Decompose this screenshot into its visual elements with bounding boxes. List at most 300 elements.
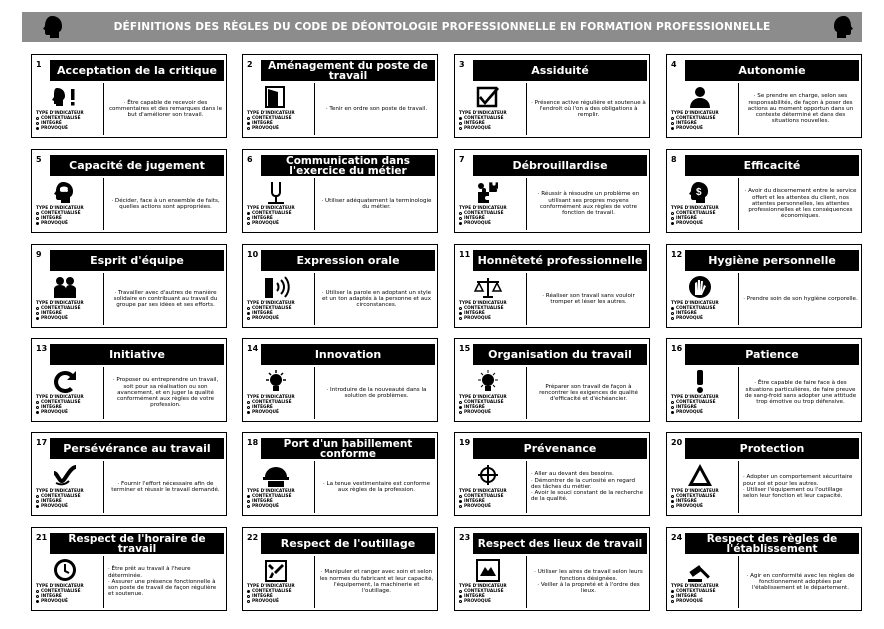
rule-title: Expression orale (261, 250, 435, 271)
indicator-option-label: INTÉGRÉ (676, 594, 697, 599)
indicator-type (247, 489, 315, 509)
indicator-label: TYPE D'INDICATEUR (247, 489, 295, 494)
indicator-label: TYPE D'INDICATEUR (36, 395, 84, 400)
rule-title: Honnêteté professionnelle (473, 250, 647, 271)
hands-icon (684, 274, 716, 300)
radio-empty-icon (671, 406, 674, 409)
hands-house-icon (472, 557, 504, 583)
radio-empty-icon (247, 222, 250, 225)
indicator-option (247, 221, 315, 226)
radio-empty-icon (247, 401, 250, 404)
rule-number: 24 (671, 533, 683, 542)
indicator-option (671, 504, 739, 509)
indicator-option-label: INTÉGRÉ (41, 594, 62, 599)
indicator-option-label: INTÉGRÉ (464, 121, 485, 126)
rule-description (314, 367, 434, 419)
indicator-label: TYPE D'INDICATEUR (36, 111, 84, 116)
rule-description-text: · Réussir à résoudre un problème en utilisant ses propres moyens conformément aux règles de votre fonction de travail. (537, 191, 640, 217)
indicator-option (459, 599, 527, 604)
radio-empty-icon (459, 401, 462, 404)
indicator-option-label: INTÉGRÉ (676, 216, 697, 221)
indicator-option (247, 504, 315, 509)
radio-selected-icon (671, 307, 674, 310)
head-profile-icon (38, 13, 66, 41)
indicator-type (459, 111, 527, 131)
indicator-option-label: CONTEXTUALISÉ (41, 400, 81, 405)
indicator-option-label: INTÉGRÉ (41, 216, 62, 221)
rule-description (526, 461, 646, 513)
radio-selected-icon (247, 411, 250, 414)
indicator-label: TYPE D'INDICATEUR (247, 206, 295, 211)
indicator-option-label: CONTEXTUALISÉ (464, 494, 504, 499)
radio-selected-icon (247, 122, 250, 125)
rule-card (31, 54, 227, 138)
radio-empty-icon (671, 117, 674, 120)
indicator-option-label: CONTEXTUALISÉ (252, 494, 292, 499)
rule-card (454, 432, 650, 516)
exclamation-icon (684, 368, 716, 394)
indicator-option-label: PROVOQUÉ (252, 221, 279, 226)
rule-number: 21 (36, 533, 48, 542)
rule-title: Efficacité (685, 155, 859, 176)
radio-selected-icon (36, 505, 39, 508)
indicator-option (36, 316, 104, 321)
rule-card (666, 54, 862, 138)
rule-number: 5 (36, 155, 42, 164)
indicator-option-label: CONTEXTUALISÉ (464, 211, 504, 216)
indicator-type (671, 301, 739, 321)
indicator-label: TYPE D'INDICATEUR (671, 395, 719, 400)
rule-card (454, 54, 650, 138)
radio-empty-icon (36, 406, 39, 409)
indicator-option-label: INTÉGRÉ (252, 121, 273, 126)
indicator-type (459, 395, 527, 415)
rule-title: Prévenance (473, 438, 647, 459)
radio-empty-icon (671, 217, 674, 220)
indicator-option-label: INTÉGRÉ (676, 311, 697, 316)
radio-selected-icon (459, 117, 462, 120)
indicator-option-label: CONTEXTUALISÉ (676, 589, 716, 594)
indicator-option (459, 504, 527, 509)
rule-title: Esprit d'équipe (50, 250, 224, 271)
rule-title: Aménagement du poste de travail (261, 60, 435, 81)
rule-card (454, 338, 650, 422)
rule-number: 16 (671, 344, 683, 353)
indicator-type (247, 395, 315, 415)
indicator-option-label: INTÉGRÉ (252, 311, 273, 316)
indicator-type (459, 301, 527, 321)
indicator-option-label: PROVOQUÉ (41, 316, 68, 321)
indicator-option-label: INTÉGRÉ (41, 121, 62, 126)
gavel-icon (684, 557, 716, 583)
radio-empty-icon (36, 401, 39, 404)
indicator-label: TYPE D'INDICATEUR (247, 301, 295, 306)
rule-description-text: · Prendre soin de son hygiène corporelle. (743, 295, 858, 302)
indicator-label: TYPE D'INDICATEUR (459, 584, 507, 589)
rule-description-text: · Se prendre en charge, selon ses responsabilités, de façon à poser des actions au moment opportun dans un contexte déterminé et dans des situations nouvelles. (747, 93, 854, 125)
indicator-option-label: CONTEXTUALISÉ (464, 589, 504, 594)
indicator-option-label: PROVOQUÉ (41, 221, 68, 226)
indicator-option (459, 410, 527, 415)
radio-empty-icon (459, 495, 462, 498)
radio-empty-icon (36, 312, 39, 315)
person-icon (684, 84, 716, 110)
indicator-option-label: PROVOQUÉ (464, 126, 491, 131)
indicator-type (671, 584, 739, 604)
rule-number: 11 (459, 250, 471, 259)
rule-description-text: · Fournir l'effort nécessaire afin de terminer et réussir le travail demandé. (111, 480, 220, 493)
rule-card (454, 149, 650, 233)
indicator-option (671, 221, 739, 226)
rule-card (454, 527, 650, 611)
rule-card (242, 338, 438, 422)
rule-description-text: · Avoir du discernement entre le service offert et les attentes du client, nos attentes personnelles, les attentes professionnelles et les conséquences économiques. (744, 188, 857, 220)
indicator-option-label: PROVOQUÉ (464, 504, 491, 509)
radio-empty-icon (247, 500, 250, 503)
indicator-type (459, 584, 527, 604)
speaking-head-icon (260, 274, 292, 300)
radio-selected-icon (36, 600, 39, 603)
indicator-label: TYPE D'INDICATEUR (671, 206, 719, 211)
indicator-type (36, 395, 104, 415)
rule-description (103, 367, 223, 419)
indicator-option-label: CONTEXTUALISÉ (676, 400, 716, 405)
indicator-option-label: CONTEXTUALISÉ (676, 494, 716, 499)
indicator-option (671, 599, 739, 604)
rule-description-text: · Réaliser son travail sans vouloir tromper et léser les autres. (542, 292, 635, 305)
rule-number: 12 (671, 250, 683, 259)
indicator-label: TYPE D'INDICATEUR (247, 395, 295, 400)
rule-description-text: · Être prêt au travail à l'heure déterminée. · Assurer une présence fonctionnelle à son poste de travail de façon régulière et soutenue. (108, 566, 217, 598)
radio-selected-icon (36, 222, 39, 225)
rule-number: 20 (671, 438, 683, 447)
hard-hat-icon (260, 462, 292, 488)
perseverance-icon (49, 462, 81, 488)
rule-description-text: · Aller au devant des besoins. · Démontrer de la curiosité en regard des tâches du métier. · Avoir le souci constant de la recherche de la qualité. (531, 471, 644, 503)
indicator-option-label: CONTEXTUALISÉ (252, 306, 292, 311)
indicator-option-label: CONTEXTUALISÉ (252, 211, 292, 216)
indicator-option (459, 126, 527, 131)
indicator-option-label: CONTEXTUALISÉ (41, 494, 81, 499)
rule-description-text: · Être capable de faire face à des situations particulières, de faire preuve de sang-froid sans adopter une attitude trop émotive ou trop défensive. (744, 380, 857, 406)
radio-empty-icon (459, 217, 462, 220)
rule-description (526, 83, 646, 135)
indicator-option-label: PROVOQUÉ (676, 599, 703, 604)
indicator-option-label: PROVOQUÉ (464, 410, 491, 415)
rule-description (738, 556, 858, 608)
balance-scale-icon (472, 274, 504, 300)
indicator-option-label: PROVOQUÉ (676, 316, 703, 321)
indicator-option (247, 599, 315, 604)
indicator-type (671, 206, 739, 226)
rule-number: 7 (459, 155, 465, 164)
radio-empty-icon (671, 495, 674, 498)
rule-card (666, 149, 862, 233)
indicator-option-label: INTÉGRÉ (464, 405, 485, 410)
rule-description-text: · Proposer ou entreprendre un travail, soit pour sa réalisation ou son avancement, et en juger la qualité conformément aux règles de votre profession. (112, 377, 219, 409)
rule-description (314, 556, 434, 608)
radio-empty-icon (459, 411, 462, 414)
radio-empty-icon (247, 600, 250, 603)
radio-empty-icon (671, 595, 674, 598)
radio-empty-icon (247, 505, 250, 508)
radio-empty-icon (36, 590, 39, 593)
indicator-option-label: CONTEXTUALISÉ (41, 211, 81, 216)
indicator-label: TYPE D'INDICATEUR (36, 584, 84, 589)
radio-selected-icon (459, 500, 462, 503)
indicator-option-label: PROVOQUÉ (41, 504, 68, 509)
radio-selected-icon (459, 595, 462, 598)
rule-description (738, 178, 858, 230)
rule-card (242, 527, 438, 611)
lightbulb-question-icon (472, 368, 504, 394)
rule-description (314, 83, 434, 135)
rule-number: 2 (247, 60, 253, 69)
radio-selected-icon (459, 312, 462, 315)
radio-selected-icon (459, 406, 462, 409)
rule-description (738, 461, 858, 513)
rule-description (103, 461, 223, 513)
radio-empty-icon (671, 312, 674, 315)
radio-selected-icon (247, 312, 250, 315)
rule-description-text: · Travailler avec d'autres de manière solidaire en contribuant au travail du groupe par ses idées et ses efforts. (113, 289, 218, 309)
indicator-option (36, 221, 104, 226)
indicator-option-label: CONTEXTUALISÉ (464, 400, 504, 405)
radio-empty-icon (459, 307, 462, 310)
head-exclamation-icon (49, 84, 81, 110)
indicator-label: TYPE D'INDICATEUR (36, 301, 84, 306)
rule-number: 9 (36, 250, 42, 259)
indicator-option-label: INTÉGRÉ (464, 594, 485, 599)
indicator-option-label: INTÉGRÉ (464, 216, 485, 221)
indicator-label: TYPE D'INDICATEUR (36, 206, 84, 211)
tools-icon (260, 557, 292, 583)
rule-title: Innovation (261, 344, 435, 365)
rule-card (666, 338, 862, 422)
indicator-option-label: PROVOQUÉ (464, 221, 491, 226)
checkbox-icon (472, 84, 504, 110)
indicator-type (671, 489, 739, 509)
indicator-option (459, 316, 527, 321)
radio-empty-icon (671, 122, 674, 125)
rule-description-text: · Utiliser la parole en adoptant un style et un ton adaptés à la personne et aux circonstances. (321, 289, 432, 309)
indicator-option-label: INTÉGRÉ (464, 311, 485, 316)
indicator-type (247, 301, 315, 321)
indicator-type (459, 206, 527, 226)
team-icon (49, 274, 81, 300)
rule-card (31, 338, 227, 422)
rule-card (31, 149, 227, 233)
rule-title: Autonomie (685, 60, 859, 81)
rule-description (738, 83, 858, 135)
rule-card (31, 244, 227, 328)
rule-title: Communication dans l'exercice du métier (261, 155, 435, 176)
indicator-label: TYPE D'INDICATEUR (671, 489, 719, 494)
indicator-option-label: CONTEXTUALISÉ (41, 306, 81, 311)
rule-title: Protection (685, 438, 859, 459)
indicator-option (36, 126, 104, 131)
radio-empty-icon (459, 212, 462, 215)
indicator-label: TYPE D'INDICATEUR (459, 395, 507, 400)
radio-selected-icon (671, 127, 674, 130)
rule-description-text: · La tenue vestimentaire est conforme aux règles de la profession. (322, 480, 431, 493)
indicator-option-label: CONTEXTUALISÉ (252, 116, 292, 121)
indicator-option-label: PROVOQUÉ (676, 504, 703, 509)
rule-description (738, 273, 858, 325)
puzzle-icon (472, 179, 504, 205)
indicator-option (247, 410, 315, 415)
radio-empty-icon (459, 317, 462, 320)
indicator-option-label: CONTEXTUALISÉ (676, 211, 716, 216)
rule-number: 22 (247, 533, 259, 542)
indicator-option (36, 599, 104, 604)
rule-description (314, 273, 434, 325)
radio-empty-icon (36, 117, 39, 120)
indicator-option-label: INTÉGRÉ (252, 216, 273, 221)
rule-title: Respect de l'horaire de travail (50, 533, 224, 554)
radio-selected-icon (671, 500, 674, 503)
rule-description-text: · Adopter un comportement sécuritaire pour soi et pour les autres. · Utiliser l'équipement ou l'outillage selon leur fonction et leur capacité. (743, 474, 853, 500)
rule-number: 18 (247, 438, 259, 447)
indicator-option-label: CONTEXTUALISÉ (41, 589, 81, 594)
indicator-label: TYPE D'INDICATEUR (247, 111, 295, 116)
radio-selected-icon (459, 222, 462, 225)
rule-title: Assiduité (473, 60, 647, 81)
indicator-option-label: INTÉGRÉ (252, 499, 273, 504)
rule-description (738, 367, 858, 419)
rule-card (242, 54, 438, 138)
rule-description (103, 178, 223, 230)
indicator-option-label: PROVOQUÉ (676, 221, 703, 226)
indicator-label: TYPE D'INDICATEUR (459, 301, 507, 306)
rule-description-text: · Tenir en ordre son poste de travail. (325, 105, 428, 112)
radio-empty-icon (459, 590, 462, 593)
rule-number: 4 (671, 60, 677, 69)
radio-selected-icon (36, 411, 39, 414)
indicator-option-label: PROVOQUÉ (676, 126, 703, 131)
indicator-option (247, 126, 315, 131)
indicator-type (36, 301, 104, 321)
rule-number: 14 (247, 344, 259, 353)
crosshair-icon (472, 462, 504, 488)
indicator-option-label: PROVOQUÉ (41, 599, 68, 604)
rule-number: 17 (36, 438, 48, 447)
indicator-label: TYPE D'INDICATEUR (671, 301, 719, 306)
indicator-type (671, 395, 739, 415)
radio-selected-icon (36, 317, 39, 320)
radio-empty-icon (459, 600, 462, 603)
rule-description-text: · Présence active régulière et soutenue à l'endroit où l'on a des obligations à remplir. (531, 99, 646, 119)
radio-empty-icon (36, 595, 39, 598)
radio-selected-icon (247, 495, 250, 498)
workstation-door-icon (260, 84, 292, 110)
title-banner (22, 12, 862, 42)
rule-description (526, 367, 646, 419)
rule-title: Hygiène personnelle (685, 250, 859, 271)
indicator-label: TYPE D'INDICATEUR (247, 584, 295, 589)
indicator-option-label: PROVOQUÉ (464, 316, 491, 321)
radio-empty-icon (459, 122, 462, 125)
rule-card (666, 432, 862, 516)
indicator-option-label: INTÉGRÉ (676, 499, 697, 504)
radio-empty-icon (36, 495, 39, 498)
rule-title: Port d'un habillement conforme (261, 438, 435, 459)
indicator-option-label: PROVOQUÉ (252, 126, 279, 131)
indicator-option-label: CONTEXTUALISÉ (41, 116, 81, 121)
indicator-option-label: PROVOQUÉ (464, 599, 491, 604)
rule-description-text: Préparer son travail de façon à rencontrer les exigences de qualité d'efficacité et d'échéancier. (539, 383, 638, 403)
clock-icon (49, 557, 81, 583)
rule-number: 8 (671, 155, 677, 164)
radio-selected-icon (671, 590, 674, 593)
rule-title: Organisation du travail (473, 344, 647, 365)
rule-card (31, 432, 227, 516)
rule-title: Respect des règles de l'établissement (685, 533, 859, 554)
indicator-option (36, 410, 104, 415)
radio-selected-icon (247, 590, 250, 593)
rule-description-text: · Manipuler et ranger avec soin et selon les normes du fabricant et leur capacité, l'équipement, la machinerie et l'outillage. (319, 569, 434, 595)
rule-card (242, 149, 438, 233)
rule-title: Patience (685, 344, 859, 365)
rule-title: Débrouillardise (473, 155, 647, 176)
rule-card (666, 244, 862, 328)
indicator-option-label: CONTEXTUALISÉ (252, 400, 292, 405)
head-brain-icon (49, 179, 81, 205)
rule-title: Capacité de jugement (50, 155, 224, 176)
head-profile-icon (830, 13, 858, 41)
rule-number: 1 (36, 60, 42, 69)
indicator-option-label: CONTEXTUALISÉ (252, 589, 292, 594)
rule-card (242, 432, 438, 516)
radio-empty-icon (671, 317, 674, 320)
rule-description (103, 83, 223, 135)
indicator-type (36, 584, 104, 604)
indicator-type (247, 111, 315, 131)
rule-number: 6 (247, 155, 253, 164)
indicator-option-label: PROVOQUÉ (252, 504, 279, 509)
indicator-option-label: PROVOQUÉ (252, 316, 279, 321)
svg-text:$: $ (696, 187, 702, 198)
radio-selected-icon (671, 222, 674, 225)
rule-card (666, 527, 862, 611)
indicator-label: TYPE D'INDICATEUR (459, 489, 507, 494)
rule-card (454, 244, 650, 328)
indicator-type (36, 111, 104, 131)
indicator-option-label: CONTEXTUALISÉ (464, 116, 504, 121)
radio-selected-icon (247, 212, 250, 215)
indicator-option-label: PROVOQUÉ (41, 126, 68, 131)
radio-empty-icon (247, 595, 250, 598)
indicator-option (671, 410, 739, 415)
rule-description-text: · Être capable de recevoir des commentaires et des remarques dans le but d'améliorer son travail. (108, 99, 223, 119)
indicator-type (459, 489, 527, 509)
indicator-option-label: INTÉGRÉ (252, 594, 273, 599)
radio-empty-icon (247, 217, 250, 220)
indicator-option (671, 126, 739, 131)
rule-number: 13 (36, 344, 48, 353)
rule-number: 23 (459, 533, 471, 542)
radio-empty-icon (247, 317, 250, 320)
rule-title: Respect des lieux de travail (473, 533, 647, 554)
indicator-option (36, 504, 104, 509)
indicator-option-label: INTÉGRÉ (676, 121, 697, 126)
radio-empty-icon (247, 127, 250, 130)
indicator-label: TYPE D'INDICATEUR (671, 584, 719, 589)
radio-empty-icon (671, 212, 674, 215)
indicator-option-label: PROVOQUÉ (252, 410, 279, 415)
rule-card (242, 244, 438, 328)
indicator-option-label: PROVOQUÉ (41, 410, 68, 415)
